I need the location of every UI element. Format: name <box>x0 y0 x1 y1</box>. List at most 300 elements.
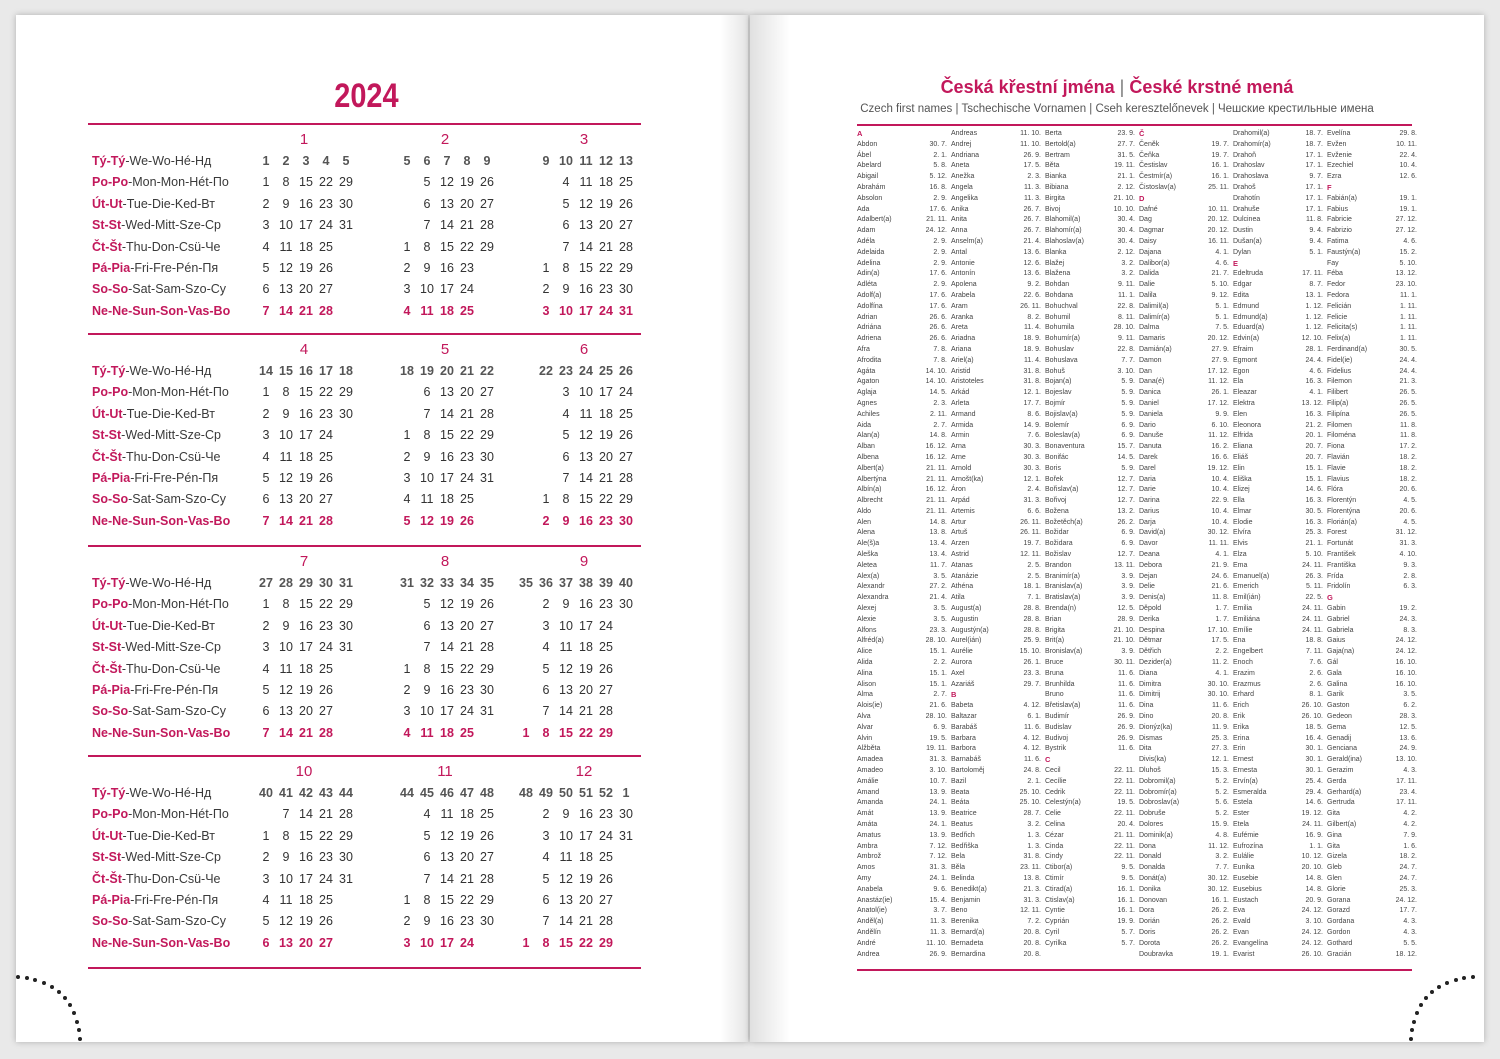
day-number: 12 <box>440 828 454 843</box>
name-text: Fabius <box>1327 205 1349 213</box>
week-number: 50 <box>559 786 573 800</box>
name-entry <box>1233 885 1323 896</box>
name-text: Alexandra <box>857 594 889 602</box>
name-entry <box>951 421 1041 432</box>
day-number: 17 <box>299 640 313 655</box>
name-entry <box>857 237 947 248</box>
name-day-date: 21. 4. <box>929 594 947 602</box>
name-entry <box>1045 842 1135 853</box>
name-entry <box>1139 798 1229 809</box>
name-entry <box>951 906 1041 917</box>
name-entry <box>1327 550 1417 561</box>
name-day-date: 24. 7. <box>1399 864 1417 872</box>
name-text: Fay <box>1327 259 1339 267</box>
name-text: Drahoslava <box>1233 173 1269 181</box>
name-text: Beatus <box>951 821 973 828</box>
name-entry <box>857 669 947 680</box>
name-day-date: 4. 10. <box>1399 551 1417 559</box>
name-day-date: 10. 11. <box>1396 140 1417 148</box>
day-number: 21 <box>299 725 313 740</box>
name-day-date: 2. 1. <box>1027 777 1041 785</box>
name-text: Afra <box>857 345 870 353</box>
letter-heading <box>1327 593 1417 604</box>
name-day-date: 29. 4. <box>1305 788 1323 796</box>
name-text: Gleb <box>1327 864 1342 872</box>
name-entry <box>1045 356 1135 367</box>
name-day-date: 26. 11. <box>1020 518 1041 526</box>
name-text: Ale(š)a <box>857 540 880 548</box>
name-day-date: 11. 12. <box>1208 842 1229 850</box>
name-text: Diana <box>1139 669 1158 677</box>
name-entry <box>1233 939 1323 950</box>
name-entry <box>1045 690 1135 701</box>
name-entry <box>1233 680 1323 691</box>
weekday-label-other: -Fri-Fre-Pén-Пя <box>130 261 219 275</box>
weekday-label <box>92 826 215 846</box>
day-number: 1 <box>403 661 411 676</box>
day-number: 29 <box>480 893 494 907</box>
name-entry <box>1233 421 1323 432</box>
name-day-date: 9. 11. <box>1118 281 1135 289</box>
name-text: Gita <box>1327 810 1340 818</box>
weekday-label <box>92 237 221 257</box>
name-text: Bazil <box>951 777 967 785</box>
name-text: František <box>1327 551 1356 559</box>
day-number: 26 <box>480 597 494 612</box>
name-entry <box>1233 906 1323 917</box>
week-number: 31 <box>339 576 353 590</box>
name-day-date: 15. 10. <box>1019 648 1041 656</box>
name-day-date: 24. 11. <box>1302 626 1323 634</box>
weekday-label <box>92 616 215 636</box>
weekday-label-cz: Pá-Pia <box>92 683 131 697</box>
name-day-date: 27. 7. <box>1117 140 1135 148</box>
name-day-date: 5. 10. <box>1305 551 1323 559</box>
weekday-label-cz: Pá-Pia <box>92 893 131 907</box>
name-entry <box>1233 475 1323 486</box>
day-number: 31 <box>619 303 633 318</box>
name-entry <box>1233 744 1323 755</box>
name-entry <box>951 269 1041 280</box>
name-day-date: 11. 2. <box>1212 659 1229 667</box>
name-entry <box>857 917 947 928</box>
name-day-date: 22. 8. <box>1117 345 1135 353</box>
name-day-date: 13. 9. <box>929 810 947 818</box>
name-day-date: 18. 2. <box>1399 475 1417 483</box>
week-number: 40 <box>619 576 633 590</box>
name-entry <box>857 842 947 853</box>
quarter-top-rule <box>88 545 641 547</box>
week-number: 22 <box>539 364 553 378</box>
name-entry <box>1139 356 1229 367</box>
name-day-date: 10. 4. <box>1399 162 1417 170</box>
name-day-date: 21. 11. <box>926 507 947 515</box>
day-number: 24 <box>319 871 333 886</box>
name-day-date: 27. 9. <box>1211 356 1229 364</box>
day-number: 14 <box>440 218 454 233</box>
day-number: 19 <box>579 871 593 886</box>
name-day-date: 20. 8. <box>1023 950 1041 958</box>
day-number: 12 <box>559 661 573 676</box>
name-text: Anděl(a) <box>857 918 884 926</box>
name-entry <box>1233 701 1323 712</box>
decor-dot <box>1462 976 1466 980</box>
name-text: Branislav(a) <box>1045 583 1083 591</box>
name-day-date: 20. 8. <box>1023 939 1041 947</box>
week-number: 5 <box>403 154 411 168</box>
name-text: Brandon <box>1045 561 1072 569</box>
name-day-date: 9. 2. <box>1027 281 1041 289</box>
year-title: 2024 <box>334 77 399 115</box>
name-text: Darina <box>1139 497 1160 505</box>
name-entry <box>1233 852 1323 863</box>
name-entry <box>1233 248 1323 259</box>
name-day-date: 17. 11. <box>1302 270 1323 278</box>
name-text: Elvis <box>1233 540 1248 548</box>
name-day-date: 11. 6. <box>1118 680 1135 688</box>
name-day-date: 5. 2. <box>1215 777 1229 785</box>
weekday-label <box>92 382 229 402</box>
name-text: C <box>1045 755 1051 765</box>
name-day-date: 30. 5. <box>1399 345 1417 353</box>
name-day-date: 26. 5. <box>1399 410 1417 418</box>
month-number: 12 <box>575 763 593 780</box>
name-day-date: 16. 3. <box>1305 410 1323 418</box>
gutter-shadow <box>750 15 790 1042</box>
name-day-date: 28. 10. <box>1113 324 1135 332</box>
day-number: 9 <box>562 513 570 528</box>
name-entry <box>951 712 1041 723</box>
day-number: 2 <box>262 406 270 421</box>
names-title <box>750 77 1484 98</box>
weekday-label-cz: Po-Po <box>92 597 129 612</box>
name-entry <box>1233 442 1323 453</box>
name-text: Aristoteles <box>951 378 984 386</box>
name-day-date: 7. 6. <box>1309 659 1323 667</box>
day-number: 20 <box>299 935 313 950</box>
name-text: Dezider(a) <box>1139 659 1172 667</box>
name-day-date: 30. 3. <box>1023 443 1041 451</box>
name-entry <box>857 572 947 583</box>
name-day-date: 3. 5. <box>933 572 947 580</box>
day-number: 12 <box>420 513 434 528</box>
name-text: Felicie <box>1327 313 1348 321</box>
name-text: Ena <box>1233 637 1246 645</box>
quarter-top-rule <box>88 123 641 125</box>
name-day-date: 26. 11. <box>1020 529 1041 537</box>
name-entry <box>951 831 1041 842</box>
name-text: Emanuel(a) <box>1233 572 1270 580</box>
name-entry <box>1045 885 1135 896</box>
day-number: 19 <box>460 828 474 843</box>
day-number: 20 <box>579 893 593 907</box>
name-entry <box>1139 323 1229 334</box>
name-text: Břetislav(a) <box>1045 702 1081 710</box>
name-entry <box>951 798 1041 809</box>
name-text: Bedřiška <box>951 842 979 850</box>
name-text: Anita <box>951 216 967 224</box>
name-day-date: 27. 9. <box>1211 345 1229 353</box>
name-day-date: 15. 1. <box>929 648 947 656</box>
week-number: 36 <box>539 576 553 590</box>
name-day-date: 12. 1. <box>1211 756 1229 764</box>
name-entry <box>1327 734 1417 745</box>
name-text: Dario <box>1139 421 1156 429</box>
name-entry <box>1327 399 1417 410</box>
name-day-date: 7. 7. <box>1215 864 1229 872</box>
day-number: 29 <box>480 428 494 443</box>
name-text: Eunika <box>1233 864 1255 872</box>
left-page <box>16 15 748 1042</box>
name-text: Branimír(a) <box>1045 572 1081 580</box>
name-day-date: 26. 9. <box>1023 151 1041 159</box>
name-text: Aldo <box>857 507 872 515</box>
name-entry <box>1233 431 1323 442</box>
name-entry <box>1327 680 1417 691</box>
weekday-label-cz: Čt-Št <box>92 871 122 886</box>
day-number: 21 <box>460 406 474 421</box>
name-text: Daniel <box>1139 399 1159 407</box>
name-day-date: 17. 1. <box>1305 183 1323 191</box>
decor-dot <box>57 990 61 994</box>
name-text: Bolemír <box>1045 421 1070 429</box>
name-day-date: 11. 12. <box>1208 432 1229 440</box>
name-day-date: 13. 9. <box>929 788 947 796</box>
name-text: Evženie <box>1327 151 1352 159</box>
name-entry <box>857 636 947 647</box>
name-day-date: 2. 8. <box>1403 572 1417 580</box>
weekday-label-other: -Tue-Die-Ked-Вт <box>122 828 215 843</box>
name-entry <box>951 129 1041 140</box>
day-number: 9 <box>423 261 431 275</box>
name-text: Anatol(ie) <box>857 907 887 915</box>
name-text: Barabáš <box>951 723 978 731</box>
name-entry <box>1327 280 1417 291</box>
name-entry <box>1045 323 1135 334</box>
name-entry <box>1139 701 1229 712</box>
day-number: 6 <box>262 492 270 507</box>
day-number: 22 <box>579 725 593 740</box>
names-column <box>1045 129 1135 950</box>
name-day-date: 6. 9. <box>1121 421 1135 429</box>
name-day-date: 17. 6. <box>929 302 947 310</box>
name-text: Alena <box>857 529 875 537</box>
name-entry <box>1139 950 1229 961</box>
name-day-date: 16. 4. <box>1305 734 1323 742</box>
day-number: 4 <box>562 406 570 421</box>
day-number: 5 <box>562 428 570 443</box>
name-day-date: 14. 8. <box>1305 874 1323 882</box>
name-text: Běla <box>951 864 966 872</box>
name-entry <box>1233 863 1323 874</box>
name-entry <box>857 734 947 745</box>
name-text: Atila <box>951 594 965 602</box>
day-number: 22 <box>460 239 474 254</box>
name-day-date: 11. 8. <box>1306 216 1323 224</box>
name-text: Děpold <box>1139 605 1162 613</box>
day-number: 22 <box>319 828 333 843</box>
name-day-date: 24. 8. <box>1023 767 1041 775</box>
name-entry <box>857 421 947 432</box>
name-day-date: 30. 10. <box>1207 680 1229 688</box>
name-day-date: 10. 12. <box>1301 853 1323 861</box>
name-day-date: 17. 1. <box>1305 162 1323 170</box>
day-number: 28 <box>480 406 494 421</box>
day-number: 31 <box>480 471 494 485</box>
name-day-date: 19. 2. <box>1399 605 1417 613</box>
name-text: Aneta <box>951 162 970 170</box>
name-day-date: 31. 8. <box>1023 853 1041 861</box>
day-number: 15 <box>440 893 454 907</box>
name-day-date: 30. 11. <box>1114 659 1135 667</box>
day-number: 26 <box>319 471 333 485</box>
name-day-date: 24. 11. <box>1302 615 1323 623</box>
name-day-date: 13. 2. <box>1117 507 1135 515</box>
name-day-date: 14. 8. <box>1305 885 1323 893</box>
name-text: Erhard <box>1233 691 1255 699</box>
name-text: Ábel <box>857 151 872 159</box>
name-entry <box>1233 831 1323 842</box>
letter-heading <box>1139 194 1229 205</box>
name-entry <box>1327 464 1417 475</box>
name-day-date: 10. 7. <box>929 777 947 785</box>
name-day-date: 17. 7. <box>1023 399 1041 407</box>
name-entry <box>951 464 1041 475</box>
day-number: 10 <box>420 704 434 719</box>
name-day-date: 4. 1. <box>1309 389 1323 397</box>
name-day-date: 31. 3. <box>1023 896 1041 904</box>
name-text: Aurora <box>951 659 973 667</box>
name-day-date: 21. 11. <box>926 475 947 483</box>
weekday-label-cz: Ne-Ne <box>92 303 129 318</box>
name-entry <box>1045 928 1135 939</box>
name-text: G <box>1327 593 1333 603</box>
name-day-date: 11. 6. <box>1118 702 1135 710</box>
day-number: 6 <box>562 449 570 464</box>
name-text: Dafné <box>1139 205 1158 213</box>
name-day-date: 22. 11. <box>1114 810 1135 818</box>
day-number: 6 <box>542 893 550 907</box>
name-entry <box>1045 874 1135 885</box>
name-day-date: 24. 4. <box>1399 367 1417 375</box>
name-entry <box>857 356 947 367</box>
name-entry <box>1045 129 1135 140</box>
name-day-date: 6. 9. <box>1121 432 1135 440</box>
weekday-label <box>92 194 215 214</box>
weekday-label-cz: Tý-Tý <box>92 364 126 378</box>
name-day-date: 20. 10. <box>1301 864 1323 872</box>
name-text: Evžen <box>1327 140 1347 148</box>
name-text: Donovan <box>1139 896 1168 904</box>
name-entry <box>951 604 1041 615</box>
weekday-label-cz: Tý-Tý <box>92 786 126 800</box>
name-day-date: 24. 7. <box>1399 874 1417 882</box>
day-number: 23 <box>319 850 333 865</box>
name-day-date: 14. 10. <box>925 378 947 386</box>
day-number: 9 <box>423 914 431 929</box>
name-text: Arzen <box>951 540 970 548</box>
day-number: 24 <box>460 704 474 719</box>
name-text: Achiles <box>857 410 880 418</box>
name-text: F <box>1327 182 1332 192</box>
weekday-label-other: -Tue-Die-Ked-Вт <box>122 196 215 211</box>
weekday-label-cz: Pá-Pia <box>92 261 131 275</box>
name-day-date: 31. 3. <box>929 864 947 872</box>
name-text: Berenika <box>951 918 979 926</box>
name-text: Donát(a) <box>1139 874 1167 882</box>
name-entry <box>951 777 1041 788</box>
name-entry <box>1327 647 1417 658</box>
name-text: Ctirad(a) <box>1045 885 1073 893</box>
name-entry <box>1139 647 1229 658</box>
day-number: 8 <box>282 597 290 612</box>
name-entry <box>1327 896 1417 907</box>
day-number: 1 <box>403 893 411 907</box>
name-text: Benjamin <box>951 896 981 904</box>
name-entry <box>951 572 1041 583</box>
name-text: Bojmír <box>1045 399 1066 407</box>
day-number: 23 <box>599 597 613 612</box>
name-text: Dobruše <box>1139 810 1166 818</box>
name-entry <box>1233 269 1323 280</box>
day-number: 4 <box>262 893 270 907</box>
name-entry <box>1233 690 1323 701</box>
name-entry <box>857 788 947 799</box>
name-day-date: 16. 9. <box>1305 831 1323 839</box>
name-day-date: 4. 2. <box>1403 810 1417 818</box>
name-day-date: 12. 11. <box>1020 551 1041 559</box>
name-text: Alexandr <box>857 583 885 591</box>
weekday-label <box>92 361 211 381</box>
name-text: Astrid <box>951 551 969 559</box>
week-number: 16 <box>299 364 313 378</box>
day-number: 18 <box>440 303 454 318</box>
name-text: Ernesta <box>1233 767 1258 775</box>
day-number: 27 <box>480 850 494 865</box>
name-day-date: 17. 12. <box>1207 367 1229 375</box>
name-entry <box>1139 431 1229 442</box>
name-text: André <box>857 939 876 947</box>
name-day-date: 12. 10. <box>1301 335 1323 343</box>
weekday-label <box>92 680 218 700</box>
name-entry <box>1233 528 1323 539</box>
day-number: 3 <box>262 428 270 443</box>
name-day-date: 15. 3. <box>1211 767 1229 775</box>
day-number: 30 <box>339 850 353 865</box>
name-day-date: 16. 10. <box>1395 680 1417 688</box>
day-number: 12 <box>279 914 293 929</box>
decor-dot <box>1437 985 1441 989</box>
week-number: 43 <box>319 786 333 800</box>
name-text: Bohuchval <box>1045 302 1078 310</box>
name-entry <box>1233 226 1323 237</box>
name-entry <box>1327 798 1417 809</box>
name-text: Eva <box>1233 907 1246 915</box>
name-day-date: 30. 12. <box>1207 874 1229 882</box>
weekday-label <box>92 258 218 278</box>
day-number: 8 <box>282 385 290 400</box>
name-entry <box>857 831 947 842</box>
name-day-date: 2. 6. <box>1309 669 1323 677</box>
name-entry <box>1045 723 1135 734</box>
name-text: Dana(é) <box>1139 378 1165 386</box>
name-text: Adléta <box>857 281 877 289</box>
name-entry <box>1233 313 1323 324</box>
name-entry <box>1045 809 1135 820</box>
name-day-date: 13. 6. <box>1023 270 1041 278</box>
day-number: 8 <box>542 935 550 950</box>
name-day-date: 24. 12. <box>1301 907 1323 915</box>
